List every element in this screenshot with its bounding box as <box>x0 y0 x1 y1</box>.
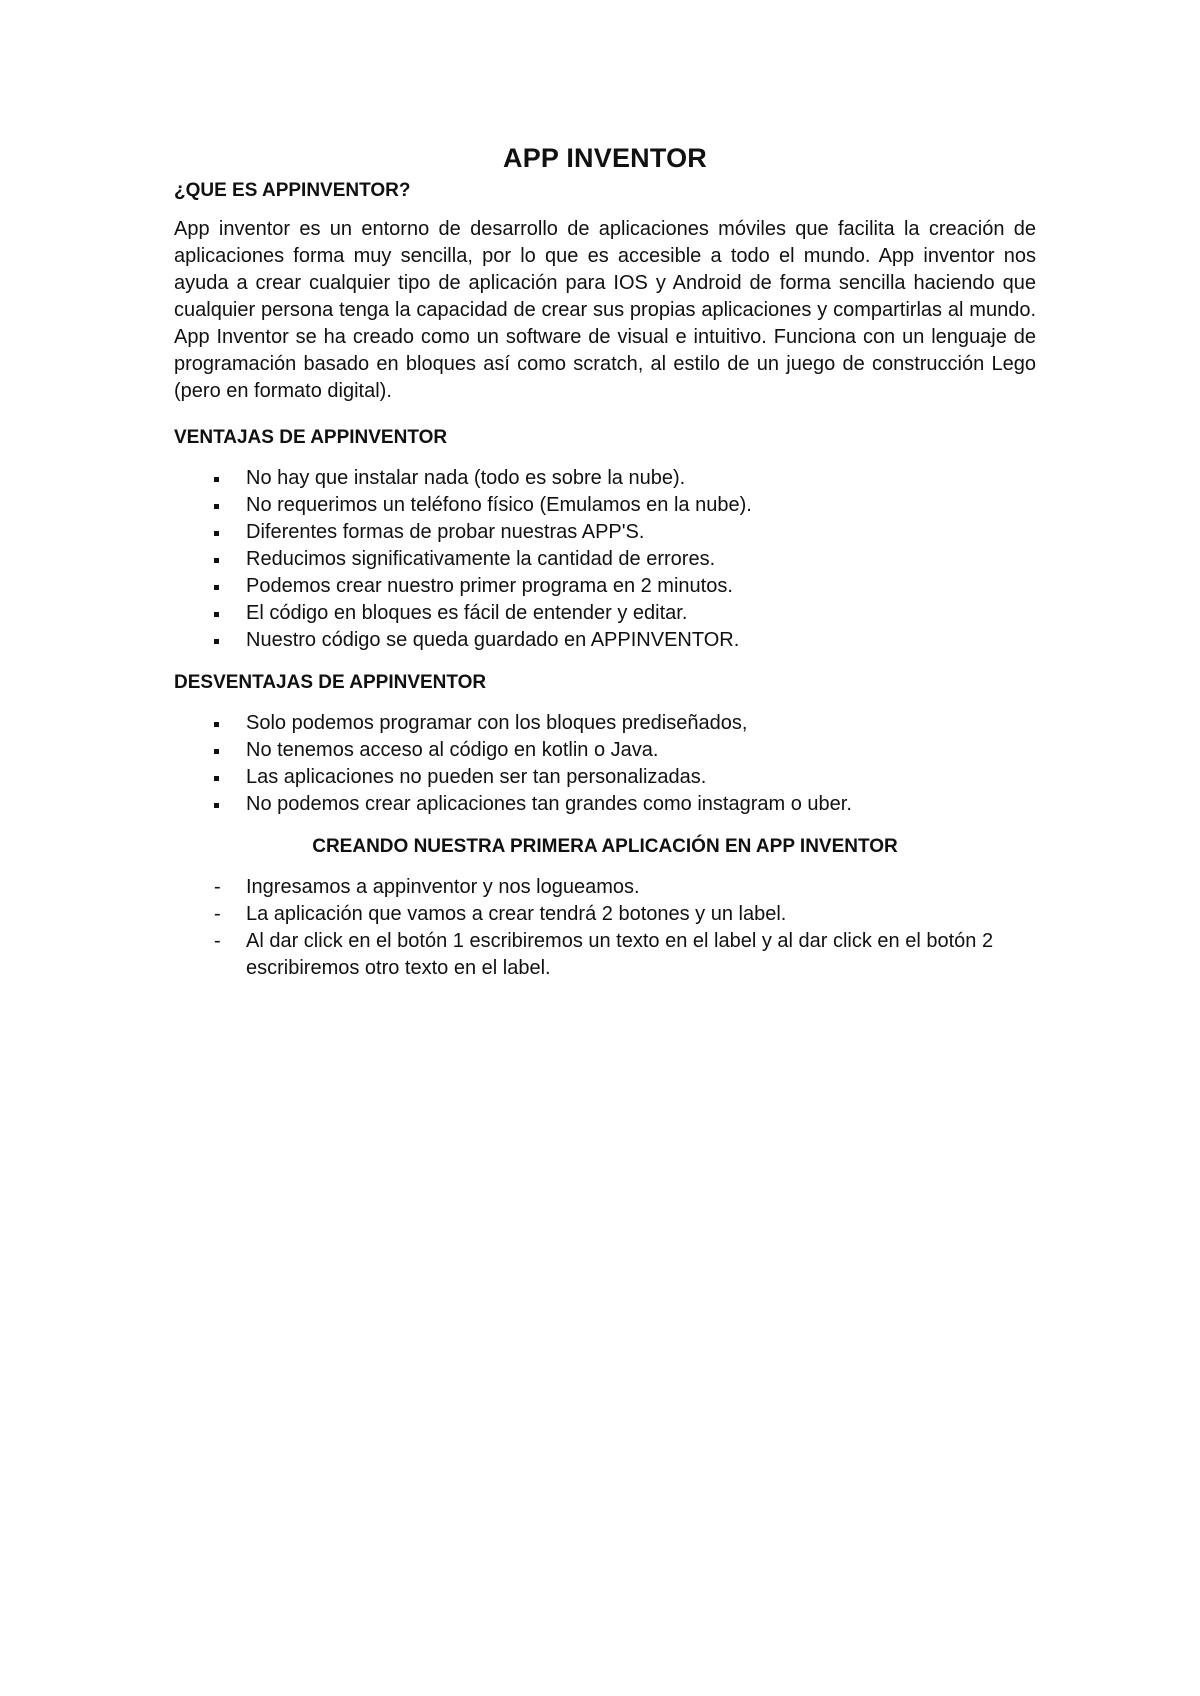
square-bullet-icon <box>214 558 219 563</box>
dash-bullet-icon: - <box>214 876 221 898</box>
square-bullet-icon <box>214 776 219 781</box>
step-text: Ingresamos a appinventor y nos logueamos. <box>246 876 640 898</box>
document-title: APP INVENTOR <box>503 143 707 173</box>
disadvantage-text: No podemos crear aplicaciones tan grandes como instagram o uber. <box>246 793 852 815</box>
disadvantage-item <box>174 710 1036 737</box>
advantage-text: Reducimos significativamente la cantidad de errores. <box>246 548 716 570</box>
step-text: Al dar click en el botón 1 escribiremos un texto en el label y al dar click en el botón 2 escribiremos otro texto en el label. <box>246 930 994 979</box>
square-bullet-icon <box>214 477 219 482</box>
advantage-item <box>174 573 1036 600</box>
section-heading-disadvantages: DESVENTAJAS DE APPINVENTOR <box>174 672 487 693</box>
advantages-list <box>174 465 1036 654</box>
square-bullet-icon <box>214 585 219 590</box>
step-text: La aplicación que vamos a crear tendrá 2 botones y un label. <box>246 903 787 925</box>
disadvantage-text: Solo podemos programar con los bloques prediseñados, <box>246 712 748 734</box>
disadvantage-text: Las aplicaciones no pueden ser tan personalizadas. <box>246 766 707 788</box>
step-item <box>174 874 1036 901</box>
disadvantage-item <box>174 791 1036 818</box>
disadvantage-item <box>174 737 1036 764</box>
dash-bullet-icon: - <box>214 903 221 925</box>
advantage-item <box>174 465 1036 492</box>
advantage-text: Nuestro código se queda guardado en APPINVENTOR. <box>246 629 740 651</box>
advantage-text: Podemos crear nuestro primer programa en 2 minutos. <box>246 575 733 597</box>
step-item <box>174 901 1036 928</box>
advantage-item <box>174 627 1036 654</box>
square-bullet-icon <box>214 722 219 727</box>
disadvantages-list <box>174 710 1036 818</box>
intro-paragraph: App inventor es un entorno de desarrollo de aplicaciones móviles que facilita la creación de aplicaciones forma muy sencilla, por lo que es accesible a todo el mundo. App inventor nos ayuda a crear cualquier tipo de aplicación para IOS y Android de forma sencilla haciendo que cualquier persona tenga la capacidad de crear sus propias aplicaciones y compartirlas al mundo. App Inventor se ha creado como un software de visual e intuitivo. Funciona con un lenguaje de programación basado en bloques así como scratch, al estilo de un juego de construcción Lego (pero en formato digital). <box>174 218 1036 402</box>
square-bullet-icon <box>214 612 219 617</box>
dash-bullet-icon: - <box>214 930 221 952</box>
document-content <box>174 140 1036 982</box>
square-bullet-icon <box>214 504 219 509</box>
advantage-text: El código en bloques es fácil de entender y editar. <box>246 602 688 624</box>
advantage-item <box>174 492 1036 519</box>
step-item <box>174 928 1036 982</box>
section-heading-what-is: ¿QUE ES APPINVENTOR? <box>174 180 411 201</box>
advantage-text: No requerimos un teléfono físico (Emulamos en la nube). <box>246 494 752 516</box>
advantage-item <box>174 546 1036 573</box>
section-heading-advantages: VENTAJAS DE APPINVENTOR <box>174 427 448 448</box>
advantage-text: No hay que instalar nada (todo es sobre la nube). <box>246 467 686 489</box>
steps-list <box>174 874 1036 982</box>
disadvantage-item <box>174 764 1036 791</box>
disadvantage-text: No tenemos acceso al código en kotlin o Java. <box>246 739 659 761</box>
square-bullet-icon <box>214 803 219 808</box>
advantage-text: Diferentes formas de probar nuestras APP'S. <box>246 521 645 543</box>
square-bullet-icon <box>214 749 219 754</box>
square-bullet-icon <box>214 639 219 644</box>
advantage-item <box>174 519 1036 546</box>
advantage-item <box>174 600 1036 627</box>
square-bullet-icon <box>214 531 219 536</box>
section-heading-creating-app: CREANDO NUESTRA PRIMERA APLICACIÓN EN APP INVENTOR <box>312 836 898 857</box>
